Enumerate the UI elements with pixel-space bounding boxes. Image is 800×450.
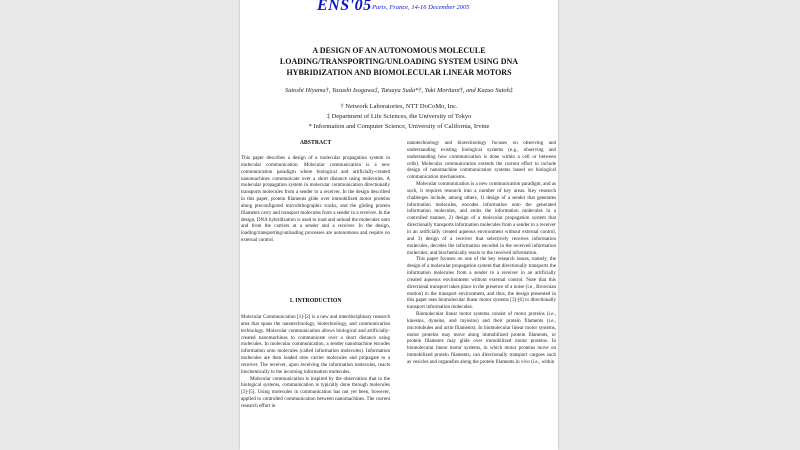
affiliation-tokyo: ‡ Department of Life Sciences, the University of Tokyo — [326, 113, 472, 120]
intro-paragraph: Molecular communication is inspired by the observation that in the biological systems, communication is typically done through molecules [3]-[5]. Using molecules in communication has not yet been, however, applied to controlled communication between nanomachines. The current research effort in — [241, 375, 390, 409]
right-paragraph: This paper focuses on one of the key research issues, namely, the design of a molecular propagation system that directionally transports the information molecules from a sender to a receiver in an artificially created aqueous environment without external control. Note that this directional transport takes place in the presence of a noise (i.e., Brownian motion) in the transport environment, and thus, the design presented in this paper uses biomolecular linear motor systems [3]-[6] to directionally transport information molecules. — [407, 256, 556, 311]
title-line: A DESIGN OF AN AUTONOMOUS MOLECULE — [312, 46, 486, 55]
conference-name: ENS'05 — [317, 0, 372, 14]
right-paragraph: Biomolecular linear motor systems consist of motor proteins (i.e., kinesins, dyneins, and myosins) and their protein filaments (i.e., microtubules and actin filaments). In biomolecular linear motor systems, motor proteins may move along immobilized protein filaments, or protein filaments may glide over immobilized motor proteins. In biomolecular linear motor systems, in which motor proteins move on immobilized protein filaments, can directionally transport cargoes such as vesicles and organelles along the protein filaments in vivo (i.e., within — [407, 311, 556, 365]
abstract-paragraph: This paper describes a design of a molecular propagation system in molecular communication. Molecular communication is a new communication paradigm where biological and artificially-created nanomachines communicate over a short distance using molecules. A molecular propagation system in molecular communication directionally transports molecules from a sender to a receiver. In the design described in this paper, protein filaments glide over immobilized motor proteins along preconfigured microlithographic tracks, and the gliding protein filaments carry and transport molecules from a sender to a receiver. In the design, DNA hybridization is used to load and unload the molecules onto and from the carriers at a sender and a receiver. In the design, loading/transporting/unloading processes are autonomous and require no external control. — [241, 155, 390, 244]
right-paragraph: Molecular communication is a new communication paradigm, and as such, it requires research into a number of key areas. Key research challenges include, among others, 1) design of a sender that generates information molecules, encodes information onto the generated information molecules, and emits the information molecules in a controlled manner, 2) design of a molecular propagation system that directionally transports information molecules from a sender to a receiver in an artificially created aqueous environment without external control, and 3) design of a receiver that selectively receives information molecules, decodes the information encoded in the received information molecules, and biochemically reacts to the received information. — [407, 181, 556, 256]
title-line: HYBRIDIZATION AND BIOMOLECULAR LINEAR MOTORS — [286, 68, 512, 77]
right-paragraph: nanotechnology and biotechnology focuses on observing and understanding existing biological systems (e.g., observing and understanding how communication is done within a cell or between cells). Molecular communication extends the current effort to include design of nanomachine communication systems based on biological communication mechanisms. — [407, 140, 556, 181]
affiliation-ntt: † Network Laboratories, NTT DoCoMo, Inc. — [340, 103, 458, 110]
title-line: LOADING/TRANSPORTING/UNLOADING SYSTEM USING DNA — [279, 57, 519, 66]
conference-place-date: Paris, France, 14-16 December 2005 — [372, 4, 470, 11]
abstract-heading: ABSTRACT — [299, 140, 332, 146]
right-column — [407, 140, 556, 366]
author-list: Satoshi Hiyama†, Yasushi Isogawa‡, Tatsuya Suda*†, Yuki Moritani†, and Kazuo Sutoh‡ — [285, 87, 513, 94]
introduction-heading: 1. INTRODUCTION — [289, 298, 342, 304]
introduction-body — [241, 314, 390, 410]
paper-title — [260, 45, 538, 78]
paper-page — [240, 0, 558, 450]
affiliation-uci: * Information and Computer Science, University of California, Irvine — [308, 123, 490, 130]
conference-header — [240, 0, 558, 16]
abstract-body — [241, 155, 390, 244]
intro-paragraph: Molecular Communication [1]-[2] is a new and interdisciplinary research area that spans the nanotechnology, biotechnology, and communication technology. Molecular communication allows biological and artificially-created nanomachines to communicate over a short distance using molecules. In molecular communication, a sender nanomachine encodes information onto molecules (called information molecules). Information molecules are then loaded onto carrier molecules and propagate to a receiver. The receiver, upon receiving the information molecules, reacts biochemically to the incoming information molecules. — [241, 314, 390, 375]
